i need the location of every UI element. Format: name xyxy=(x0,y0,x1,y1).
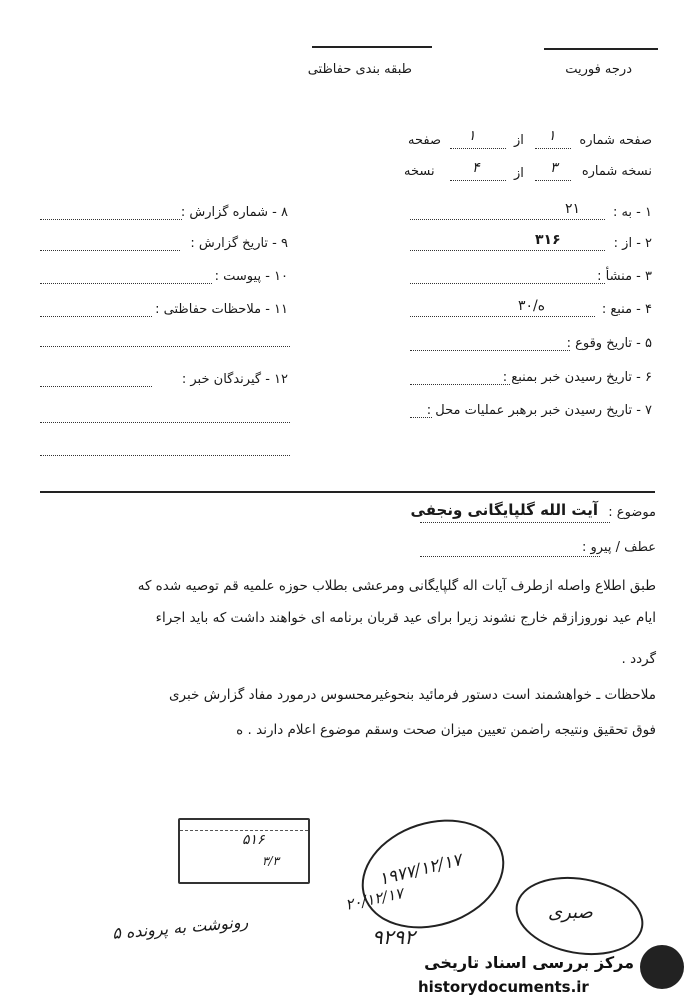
body-line-4: ملاحظات ـ خواهشمند است دستور فرمائید بنحوغیرمحسوس درمورد مفاد گزارش خبری xyxy=(168,687,656,703)
copy-total-value: ۴ xyxy=(472,160,480,176)
field-origin-dots xyxy=(410,283,605,284)
subject-label: موضوع : xyxy=(608,505,656,520)
field-security-notes-dots-2 xyxy=(40,346,290,347)
registration-stamp-number: ۵۱۶ xyxy=(242,832,265,848)
field-security-notes-label: ۱۱ - ملاحظات حفاظتی : xyxy=(155,302,288,317)
page-total-value: ۱ xyxy=(468,128,476,144)
copy-of-label: از xyxy=(514,166,524,181)
classification-label: طبقه بندی حفاظتی xyxy=(307,62,412,77)
copy-total-dots xyxy=(450,180,506,181)
body-line-5: فوق تحقیق ونتیجه راضمن تعیین میزان صحت وسقم موضوع اعلام دارند . ه xyxy=(236,722,656,738)
section-divider xyxy=(40,491,655,493)
field-source-dots xyxy=(410,316,595,317)
signature-text: صبری xyxy=(548,902,593,923)
copy-number-dots xyxy=(535,180,571,181)
field-from-dots xyxy=(410,250,605,251)
copy-number-value: ۳ xyxy=(550,160,558,176)
field-report-date-dots xyxy=(40,250,180,251)
page-of-label: از xyxy=(514,133,524,148)
field-security-notes-dots xyxy=(40,316,152,317)
page-total-dots xyxy=(450,148,506,149)
subject-dots xyxy=(420,522,610,523)
handwritten-note: رونوشت به پرونده ۵ xyxy=(111,912,249,943)
field-attachment-label: ۱۰ - پیوست : xyxy=(214,269,288,284)
watermark-title: مرکز بررسی اسناد تاریخی xyxy=(424,953,634,972)
archive-logo-icon xyxy=(640,945,684,989)
registration-stamp-box xyxy=(178,818,310,884)
page-number-dots xyxy=(535,148,571,149)
page-suffix-label: صفحه xyxy=(408,133,441,148)
field-from-label: ۲ - از : xyxy=(613,236,652,251)
copy-suffix-label: نسخه xyxy=(404,164,435,179)
field-source-date-dots xyxy=(410,384,510,385)
field-event-date-dots xyxy=(410,350,570,351)
field-report-number-dots xyxy=(40,219,182,220)
field-attachment-dots xyxy=(40,283,212,284)
field-recipients-dots-2 xyxy=(40,422,290,423)
classification-line xyxy=(312,46,432,48)
field-recipients-label: ۱۲ - گیرندگان خبر : xyxy=(181,372,288,387)
field-leader-date-label: ۷ - تاریخ رسیدن خبر برهبر عملیات محل : xyxy=(426,403,652,418)
date-stamp-value-2: ۲۰/۱۲/۱۷ xyxy=(343,884,405,914)
bottom-handwritten-number: ۹۲۹۲ xyxy=(372,925,415,949)
field-to-dots xyxy=(410,219,605,220)
reference-label: عطف / پیرو : xyxy=(581,540,656,555)
field-source-label: ۴ - منبع : xyxy=(601,302,652,317)
field-recipients-dots xyxy=(40,386,152,387)
field-from-value: ۳۱۶ xyxy=(535,232,561,248)
field-source-date-label: ۶ - تاریخ رسیدن خبر بمنبع : xyxy=(502,370,652,385)
body-line-2: ایام عید نوروزازقم خارج نشوند زیرا برای عید قربان برنامه ای خواهند داشت که باید اجراء xyxy=(155,610,656,626)
page-number-label: صفحه شماره xyxy=(579,133,652,148)
field-recipients-dots-3 xyxy=(40,455,290,456)
date-stamp-value-1: ۱۹۷۷/۱۲/۱۷ xyxy=(376,850,464,890)
field-origin-label: ۳ - منشأ : xyxy=(597,269,652,284)
urgency-line xyxy=(544,48,658,50)
page-number-value: ۱ xyxy=(548,128,556,144)
body-line-1: طبق اطلاع واصله ازطرف آیات اله گلپایگانی ومرعشی بطلاب حوزه علمیه قم توصیه شده که xyxy=(137,578,656,594)
registration-stamp-sub: ۳/۳ xyxy=(262,854,279,868)
urgency-label: درجه فوریت xyxy=(565,62,632,77)
field-to-value: ۲۱ xyxy=(565,201,581,217)
reference-dots xyxy=(420,556,600,557)
field-leader-date-dots xyxy=(410,417,432,418)
subject-value: آیت الله گلپایگانی ونجفی xyxy=(410,501,598,519)
field-source-value: ۳۰/ه xyxy=(518,298,546,314)
copy-number-label: نسخه شماره xyxy=(581,164,652,179)
field-to-label: ۱ - به : xyxy=(612,205,652,220)
field-report-number-label: ۸ - شماره گزارش : xyxy=(180,205,288,220)
body-line-3: گردد . xyxy=(621,651,656,667)
field-event-date-label: ۵ - تاریخ وقوع : xyxy=(566,336,652,351)
watermark-url: historydocuments.ir xyxy=(418,978,589,996)
field-report-date-label: ۹ - تاریخ گزارش : xyxy=(190,236,288,251)
